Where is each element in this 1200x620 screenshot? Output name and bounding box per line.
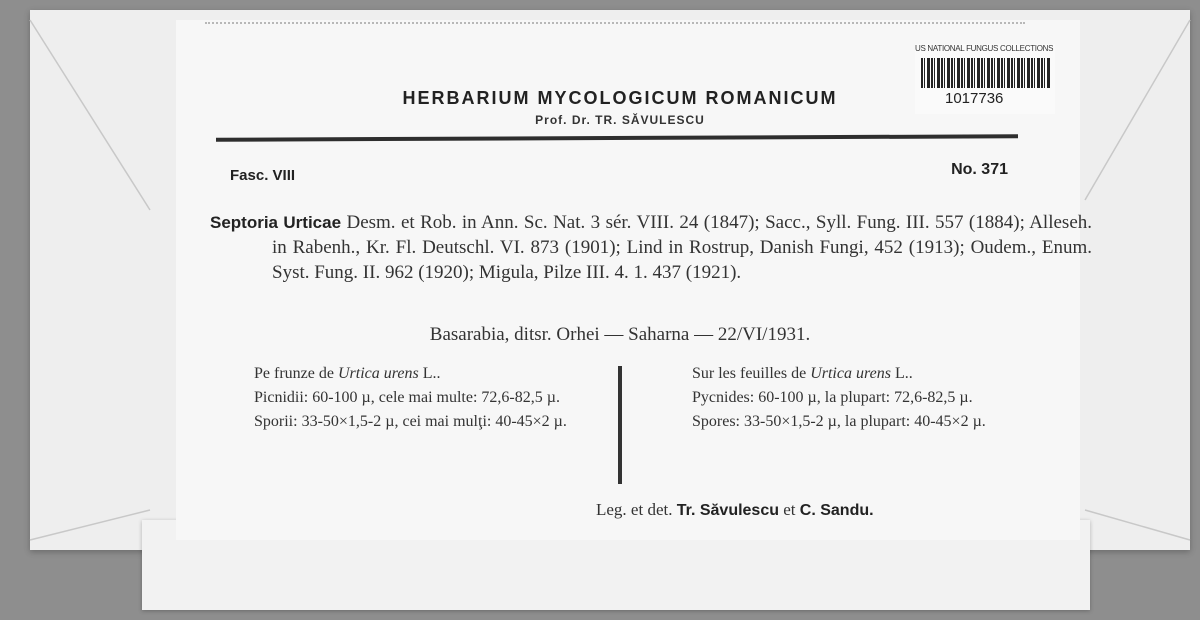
herbarium-director: Prof. Dr. TR. SĂVULESCU	[535, 113, 705, 127]
collectors	[596, 500, 1016, 520]
fascicle: Fasc. VIII	[230, 167, 296, 184]
host-name: Urtica urens	[337, 365, 419, 382]
perforation-line	[205, 22, 1025, 24]
column-divider	[618, 366, 622, 484]
collection-name: US NATIONAL FUNGUS COLLECTIONS	[915, 44, 1054, 53]
collector-1: Tr. Săvulescu	[676, 502, 779, 519]
locality: Basarabia, ditsr. Orhei — Saharna — 22/VI/1931.	[429, 324, 811, 345]
taxon-name: Septoria Urticae	[210, 213, 342, 232]
french-description	[652, 362, 1032, 434]
citation-text: Desm. et Rob. in Ann. Sc. Nat. 3 sér. VIII. 24 (1847); Sacc., Syll. Fung. III. 557 (1884); Alleseh. in Rabenh., Kr. Fl. Deutschl. VI. 873 (1901); Lind in Rostrup, Danish Fungi, 452 (1913); Oudem., Enum. Syst. Fung. II. 962 (1920); Migula, Pilze III. 4. 1. 437 (1921).	[272, 212, 1093, 283]
romanian-description	[214, 362, 594, 434]
herbarium-title: HERBARIUM MYCOLOGICUM ROMANICUM	[402, 88, 838, 108]
host-line: Sur les feuilles de Urtica urens L..	[692, 365, 913, 382]
collectors-joiner: et	[783, 500, 796, 519]
spores-line: Spores: 33-50×1,5-2 µ, la plupart: 40-45×2 µ.	[692, 413, 986, 430]
spores-line: Sporii: 33-50×1,5-2 µ, cei mai mulţi: 40-45×2 µ.	[254, 413, 567, 430]
specimen-number: No. 371	[951, 161, 1008, 178]
collectors-prefix: Leg. et det.	[596, 500, 673, 519]
pycnidia-line: Picnidii: 60-100 µ, cele mai multe: 72,6-82,5 µ.	[254, 389, 560, 406]
pycnidia-line: Pycnides: 60-100 µ, la plupart: 72,6-82,5 µ.	[692, 389, 973, 406]
collector-2: C. Sandu.	[799, 502, 874, 519]
barcode-number: 1017736	[945, 90, 1004, 107]
host-name: Urtica urens	[810, 365, 891, 382]
taxon-citation	[210, 210, 1092, 285]
barcode-icon	[921, 58, 1051, 88]
host-line: Pe frunze de Urtica urens L..	[254, 365, 441, 382]
